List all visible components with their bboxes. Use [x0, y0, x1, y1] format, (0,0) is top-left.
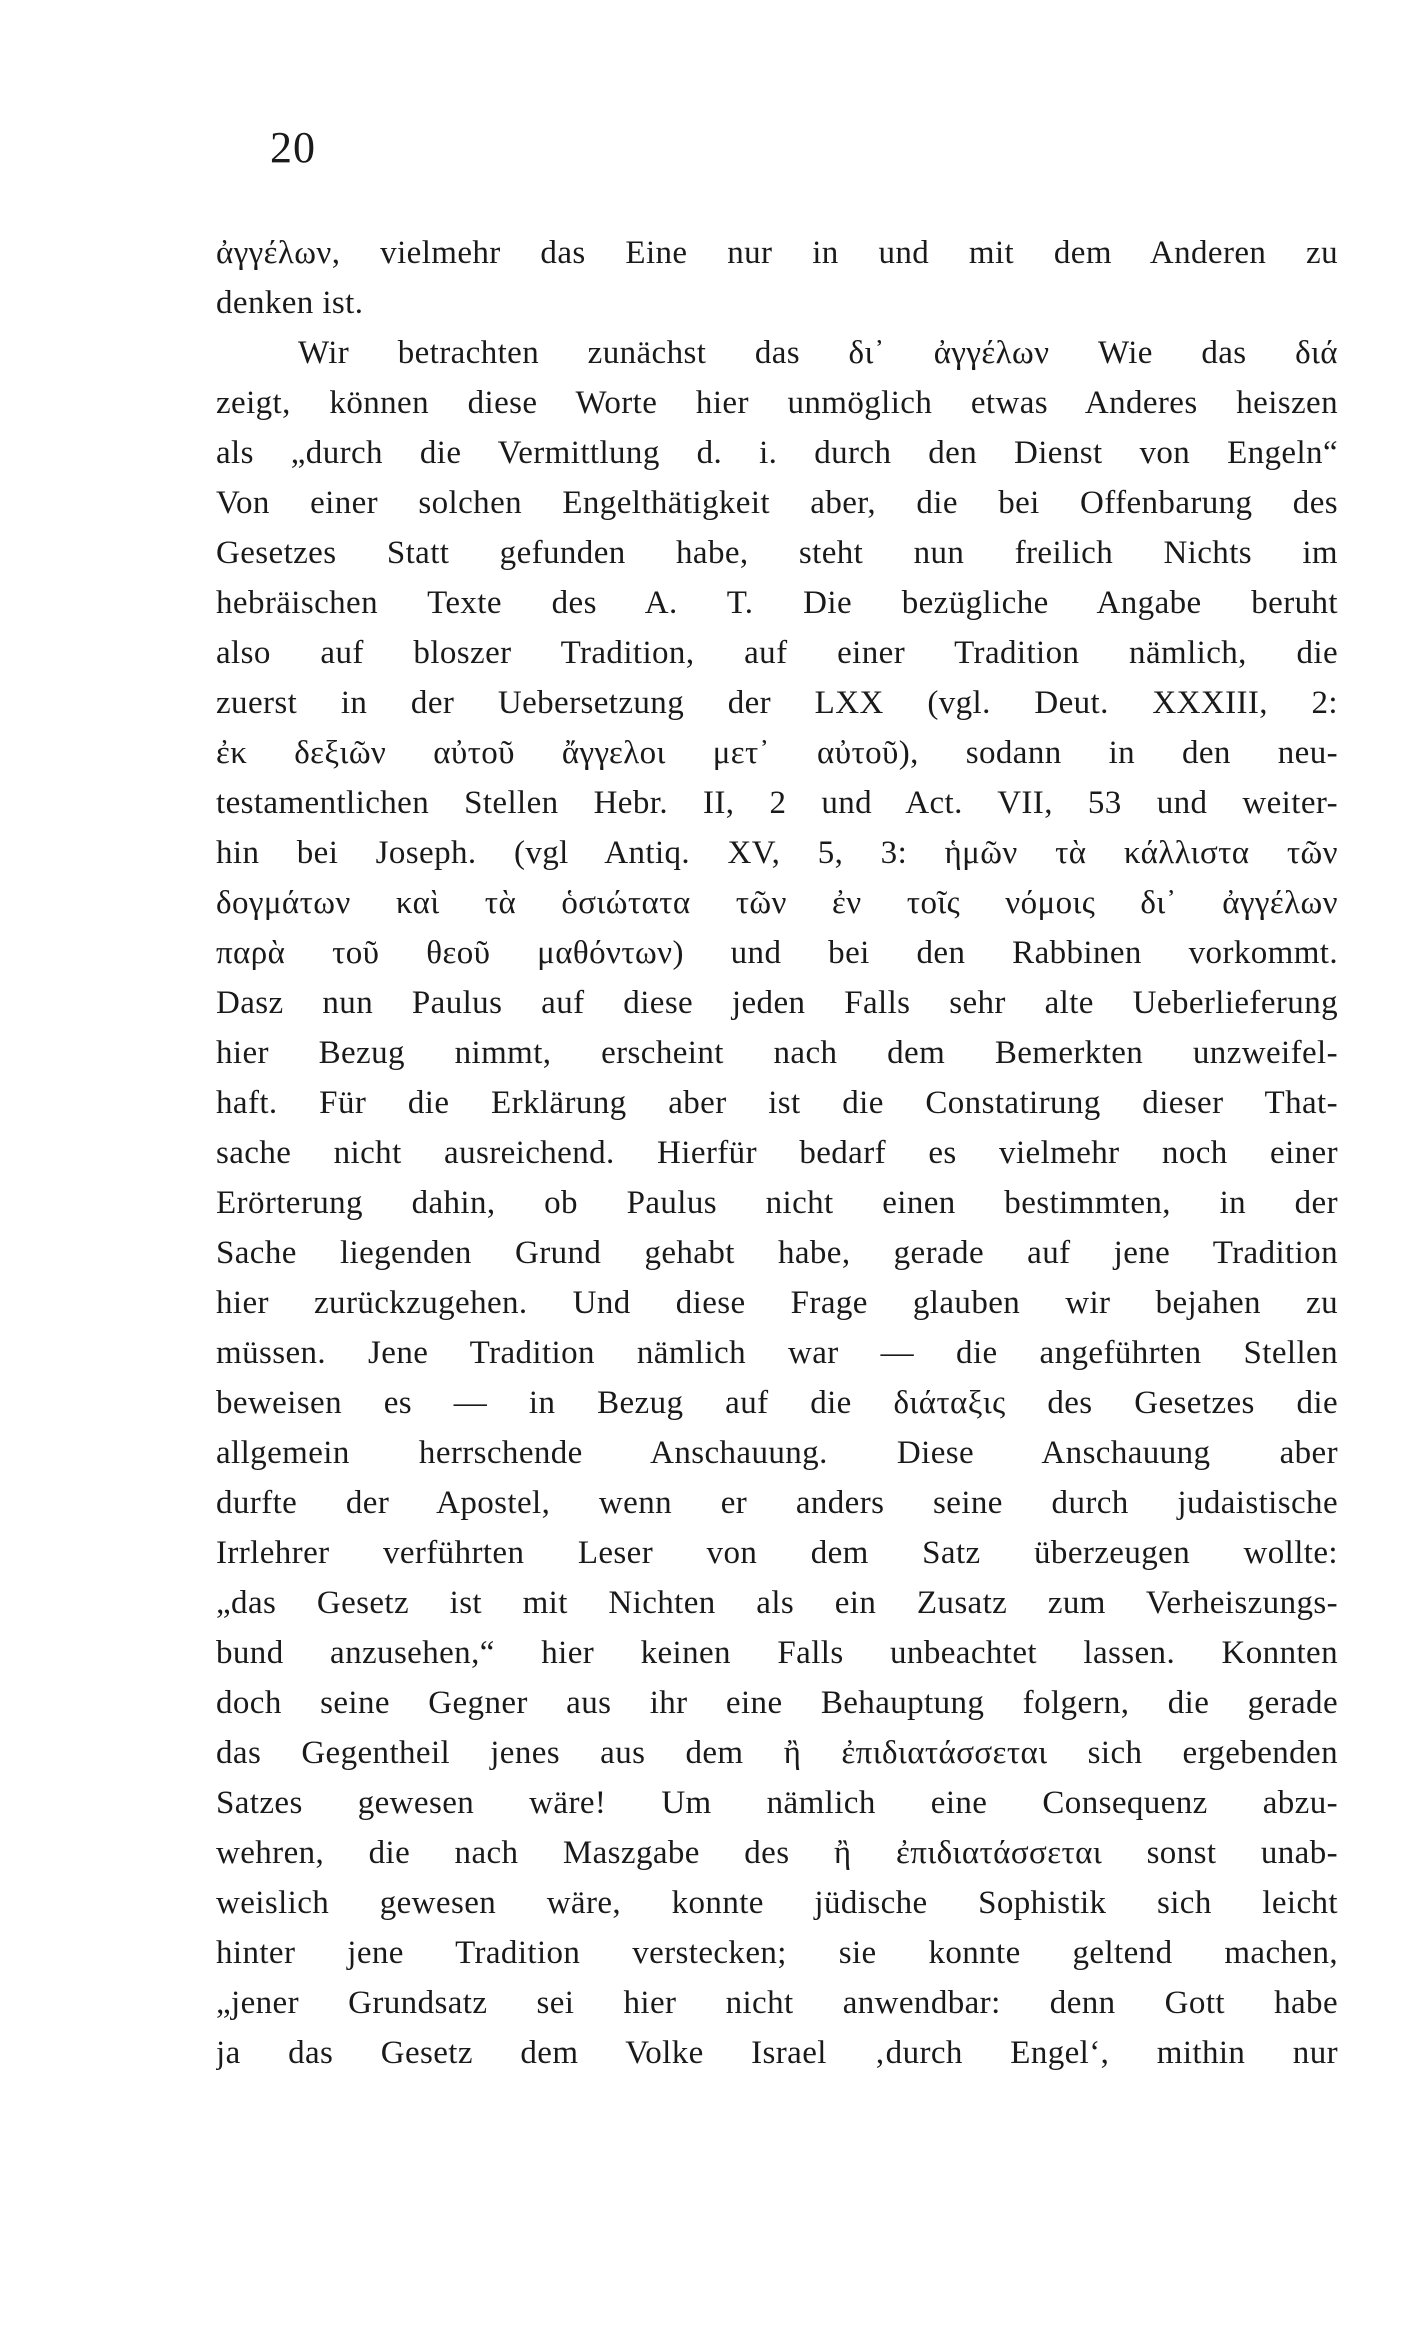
text-line: παρὰ τοῦ θεοῦ μαθόντων) und bei den Rabbinen vorkommt. — [216, 935, 1338, 971]
text-line: denken ist. — [216, 285, 364, 321]
text-line: hin bei Joseph. (vgl Antiq. XV, 5, 3: ἡμῶν τὰ κάλλιστα τῶν — [216, 835, 1338, 871]
text-line: als „durch die Vermittlung d. i. durch den Dienst von Engeln“ — [216, 435, 1338, 471]
text-line: sache nicht ausreichend. Hierfür bedarf es vielmehr noch einer — [216, 1135, 1338, 1171]
text-line: Dasz nun Paulus auf diese jeden Falls sehr alte Ueberlieferung — [216, 985, 1338, 1021]
text-line: Irrlehrer verführten Leser von dem Satz überzeugen wollte: — [216, 1535, 1338, 1571]
text-line: „das Gesetz ist mit Nichten als ein Zusatz zum Verheiszungs- — [216, 1585, 1338, 1621]
text-line: hier Bezug nimmt, erscheint nach dem Bemerkten unzweifel- — [216, 1035, 1338, 1071]
body-text — [216, 228, 1338, 2078]
text-line: müssen. Jene Tradition nämlich war — die angeführten Stellen — [216, 1335, 1338, 1371]
text-line: Wir betrachten zunächst das δι᾽ ἀγγέλων Wie das διά — [298, 335, 1338, 371]
text-line: also auf bloszer Tradition, auf einer Tradition nämlich, die — [216, 635, 1338, 671]
text-line: ja das Gesetz dem Volke Israel ‚durch Engel‘, mithin nur — [216, 2035, 1338, 2071]
text-line: Erörterung dahin, ob Paulus nicht einen bestimmten, in der — [216, 1185, 1338, 1221]
text-line: allgemein herrschende Anschauung. Diese Anschauung aber — [216, 1435, 1338, 1471]
text-line: Von einer solchen Engelthätigkeit aber, die bei Offenbarung des — [216, 485, 1338, 521]
page-number: 20 — [270, 123, 316, 172]
text-line: doch seine Gegner aus ihr eine Behauptung folgern, die gerade — [216, 1685, 1338, 1721]
text-line: „jener Grundsatz sei hier nicht anwendbar: denn Gott habe — [216, 1985, 1338, 2021]
text-line: beweisen es — in Bezug auf die διάταξις des Gesetzes die — [216, 1385, 1338, 1421]
text-line: bund anzusehen,“ hier keinen Falls unbeachtet lassen. Konnten — [216, 1635, 1338, 1671]
text-line: wehren, die nach Maszgabe des ἢ ἐπιδιατάσσεται sonst unab- — [216, 1835, 1338, 1871]
text-line: δογμάτων καὶ τὰ ὁσιώτατα τῶν ἐν τοῖς νόμοις δι᾽ ἀγγέλων — [216, 885, 1338, 921]
text-line: Sache liegenden Grund gehabt habe, gerade auf jene Tradition — [216, 1235, 1338, 1271]
text-line: haft. Für die Erklärung aber ist die Constatirung dieser That- — [216, 1085, 1338, 1121]
text-line: testamentlichen Stellen Hebr. II, 2 und Act. VII, 53 und weiter- — [216, 785, 1338, 821]
text-line: hebräischen Texte des A. T. Die bezügliche Angabe beruht — [216, 585, 1338, 621]
text-line: ἐκ δεξιῶν αὐτοῦ ἄγγελοι μετ᾽ αὐτοῦ), sodann in den neu- — [216, 735, 1338, 771]
text-line: das Gegentheil jenes aus dem ἢ ἐπιδιατάσσεται sich ergebenden — [216, 1735, 1338, 1771]
text-line: Gesetzes Statt gefunden habe, steht nun freilich Nichts im — [216, 535, 1338, 571]
text-line: zuerst in der Uebersetzung der LXX (vgl. Deut. XXXIII, 2: — [216, 685, 1338, 721]
text-line: weislich gewesen wäre, konnte jüdische Sophistik sich leicht — [216, 1885, 1338, 1921]
text-line: hinter jene Tradition verstecken; sie konnte geltend machen, — [216, 1935, 1338, 1971]
text-line: Satzes gewesen wäre! Um nämlich eine Consequenz abzu- — [216, 1785, 1338, 1821]
text-line: hier zurückzugehen. Und diese Frage glauben wir bejahen zu — [216, 1285, 1338, 1321]
text-line: zeigt, können diese Worte hier unmöglich etwas Anderes heiszen — [216, 385, 1338, 421]
text-line: ἀγγέλων, vielmehr das Eine nur in und mit dem Anderen zu — [216, 235, 1338, 271]
text-line: durfte der Apostel, wenn er anders seine durch judaistische — [216, 1485, 1338, 1521]
